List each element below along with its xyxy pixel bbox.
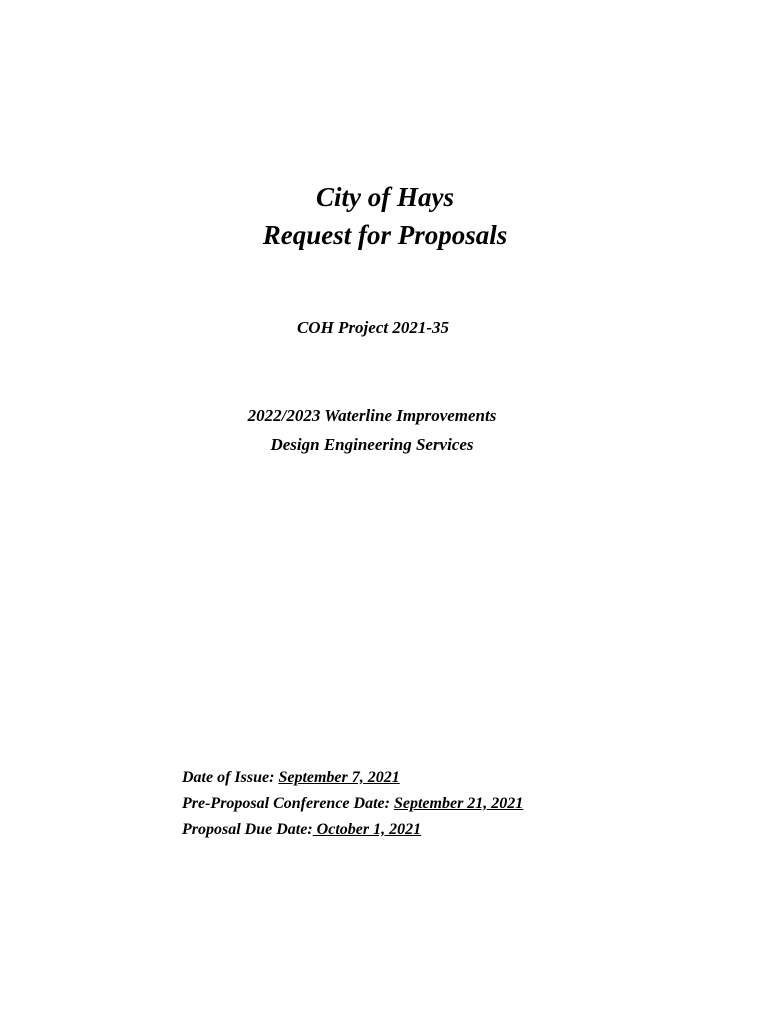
project-description — [0, 401, 744, 459]
date-of-issue-row — [182, 765, 523, 791]
document-title-rfp: Request for Proposals — [262, 220, 508, 250]
pre-proposal-conference-row — [182, 791, 523, 817]
date-of-issue-value: September 7, 2021 — [278, 769, 400, 786]
key-dates — [182, 765, 523, 843]
project-description-line-2: Design Engineering Services — [270, 435, 474, 454]
title-block — [0, 178, 770, 254]
pre-proposal-conference-value: September 21, 2021 — [393, 795, 524, 812]
date-of-issue-label: Date of Issue: — [182, 769, 279, 786]
proposal-due-date-row — [182, 817, 523, 843]
proposal-due-date-label: Proposal Due Date: — [182, 821, 313, 838]
proposal-due-date-value: October 1, 2021 — [312, 821, 422, 838]
pre-proposal-conference-label: Pre-Proposal Conference Date: — [182, 795, 394, 812]
project-description-line-1: 2022/2023 Waterline Improvements — [247, 406, 497, 425]
project-number: COH Project 2021-35 — [296, 318, 450, 337]
document-title-city: City of Hays — [316, 182, 454, 212]
